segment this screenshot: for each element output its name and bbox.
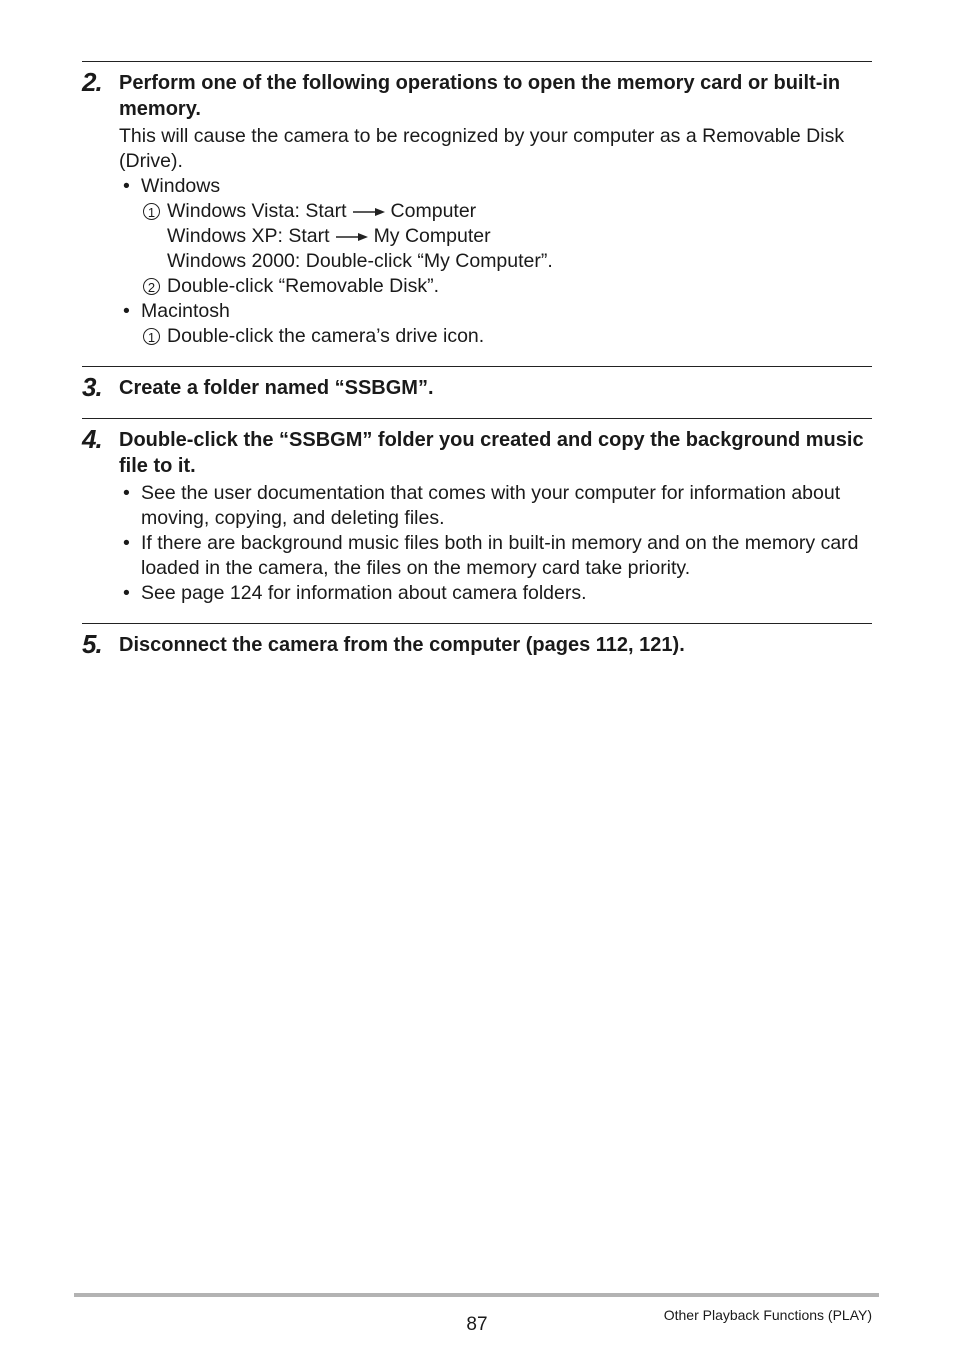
step-number: 3. <box>82 372 102 402</box>
bullet-dot: • <box>123 175 130 197</box>
bullet-windows <box>119 174 872 199</box>
vista-text: Windows Vista: Start <box>167 200 347 222</box>
step-title: Double-click the “SSBGM” folder you created and copy the background music file to it. <box>119 429 864 477</box>
bullet-dot: • <box>123 532 130 554</box>
sub-item-text: Double-click the camera’s drive icon. <box>167 325 485 347</box>
step-title: Disconnect the camera from the computer (pages 112, 121). <box>119 634 685 656</box>
circled-number-icon: 1 <box>143 328 160 345</box>
circled-number-icon: 1 <box>143 203 160 220</box>
sub-item-text: Double-click “Removable Disk”. <box>167 275 439 297</box>
footer-rule <box>74 1293 879 1297</box>
bullet-text: See the user documentation that comes with your computer for information about moving, copying, and deleting files. <box>141 482 841 529</box>
sub-item-windows-1 <box>141 199 872 224</box>
step-number: 2. <box>82 67 102 97</box>
w2000-line: Windows 2000: Double-click “My Computer”. <box>167 250 553 272</box>
step-title: Perform one of the following operations to open the memory card or built-in memory. <box>119 72 841 120</box>
arrow-right-icon <box>353 207 385 217</box>
step-4 <box>82 418 872 606</box>
step-2 <box>82 61 872 349</box>
bullet-label: Windows <box>141 175 221 197</box>
sub-item-mac-1 <box>141 324 872 349</box>
step-intro: This will cause the camera to be recognized by your computer as a Removable Disk (Drive). <box>119 125 845 172</box>
bullet-item <box>119 481 872 531</box>
xp-text: Windows XP: Start <box>167 225 330 247</box>
bullet-item <box>119 581 872 606</box>
bullet-text: See page 124 for information about camera folders. <box>141 582 587 604</box>
xp-line <box>119 224 872 249</box>
bullet-item <box>119 531 872 581</box>
vista-target: Computer <box>390 200 477 222</box>
arrow-right-icon <box>336 232 368 242</box>
step-number: 5. <box>82 629 102 659</box>
bullet-text: If there are background music files both in built-in memory and on the memory card loaded in the camera, the files on the memory card take priority. <box>141 532 859 579</box>
bullet-dot: • <box>123 582 130 604</box>
step-5 <box>82 623 872 658</box>
xp-target: My Computer <box>373 225 491 247</box>
bullet-dot: • <box>123 300 130 322</box>
step-3 <box>82 366 872 401</box>
footer-section-title: Other Playback Functions (PLAY) <box>663 1307 872 1323</box>
page-number: 87 <box>466 1314 488 1335</box>
bullet-macintosh <box>119 299 872 324</box>
step-number: 4. <box>82 424 102 454</box>
circled-number-icon: 2 <box>143 278 160 295</box>
step-title: Create a folder named “SSBGM”. <box>119 377 434 399</box>
bullet-dot: • <box>123 482 130 504</box>
sub-item-windows-2 <box>141 274 872 299</box>
bullet-label: Macintosh <box>141 300 230 322</box>
